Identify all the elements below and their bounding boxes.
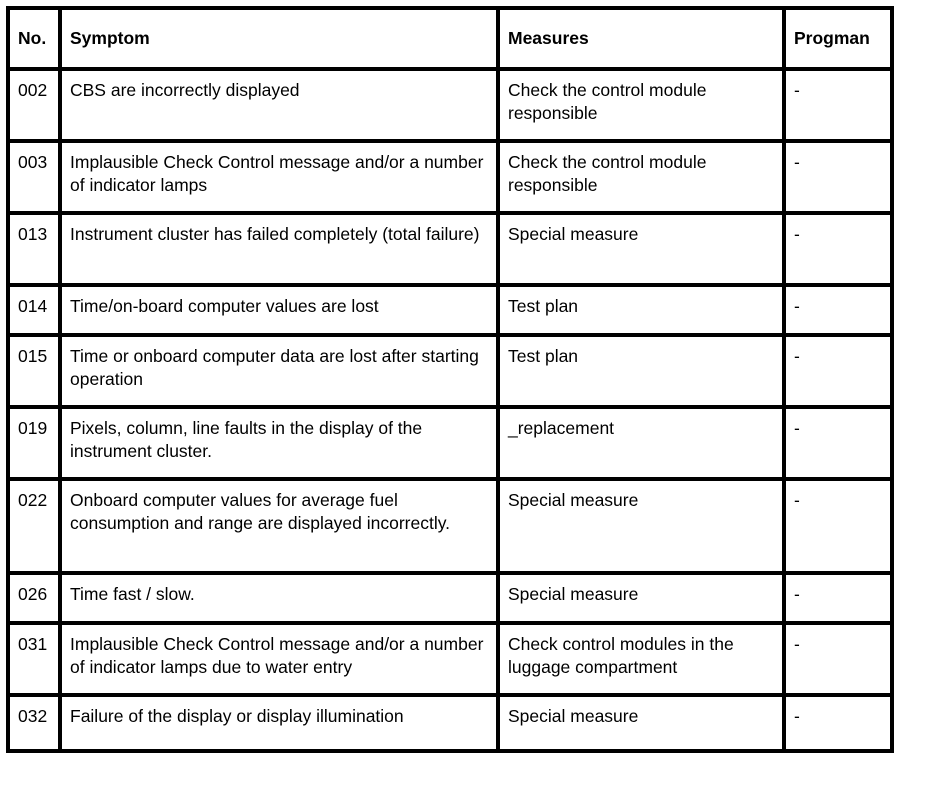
header-progman: Progman (784, 8, 892, 69)
cell-no: 022 (8, 479, 60, 573)
table-row (8, 213, 892, 285)
cell-measures: Special measure (498, 213, 784, 285)
table-row (8, 285, 892, 335)
cell-measures: Special measure (498, 573, 784, 623)
header-measures: Measures (498, 8, 784, 69)
cell-measures: _replacement (498, 407, 784, 479)
cell-progman: - (784, 407, 892, 479)
cell-no: 003 (8, 141, 60, 213)
cell-symptom: Implausible Check Control message and/or a number of indicator lamps due to water entry (60, 623, 498, 695)
table-row (8, 335, 892, 407)
cell-progman: - (784, 213, 892, 285)
cell-symptom: Pixels, column, line faults in the display of the instrument cluster. (60, 407, 498, 479)
cell-symptom: Time or onboard computer data are lost after starting operation (60, 335, 498, 407)
cell-no: 013 (8, 213, 60, 285)
cell-measures: Test plan (498, 285, 784, 335)
cell-no: 019 (8, 407, 60, 479)
cell-progman: - (784, 695, 892, 751)
header-no: No. (8, 8, 60, 69)
cell-symptom: Failure of the display or display illumination (60, 695, 498, 751)
cell-measures: Check control modules in the luggage compartment (498, 623, 784, 695)
table-row (8, 623, 892, 695)
cell-symptom: Implausible Check Control message and/or a number of indicator lamps (60, 141, 498, 213)
cell-progman: - (784, 141, 892, 213)
cell-measures: Special measure (498, 479, 784, 573)
cell-no: 031 (8, 623, 60, 695)
cell-progman: - (784, 69, 892, 141)
cell-measures: Special measure (498, 695, 784, 751)
cell-measures: Check the control module responsible (498, 141, 784, 213)
cell-symptom: Instrument cluster has failed completely (total failure) (60, 213, 498, 285)
cell-progman: - (784, 623, 892, 695)
cell-measures: Test plan (498, 335, 784, 407)
table-row (8, 69, 892, 141)
cell-no: 014 (8, 285, 60, 335)
cell-symptom: CBS are incorrectly displayed (60, 69, 498, 141)
symptom-table (6, 6, 894, 753)
cell-symptom: Onboard computer values for average fuel consumption and range are displayed incorrectly. (60, 479, 498, 573)
cell-measures: Check the control module responsible (498, 69, 784, 141)
cell-progman: - (784, 573, 892, 623)
cell-no: 015 (8, 335, 60, 407)
table-row (8, 695, 892, 751)
cell-symptom: Time/on-board computer values are lost (60, 285, 498, 335)
cell-symptom: Time fast / slow. (60, 573, 498, 623)
cell-no: 026 (8, 573, 60, 623)
table-row (8, 573, 892, 623)
table-row (8, 479, 892, 573)
header-symptom: Symptom (60, 8, 498, 69)
cell-progman: - (784, 479, 892, 573)
cell-progman: - (784, 335, 892, 407)
table-row (8, 141, 892, 213)
table-row (8, 407, 892, 479)
cell-no: 032 (8, 695, 60, 751)
cell-no: 002 (8, 69, 60, 141)
cell-progman: - (784, 285, 892, 335)
table-header-row (8, 8, 892, 69)
